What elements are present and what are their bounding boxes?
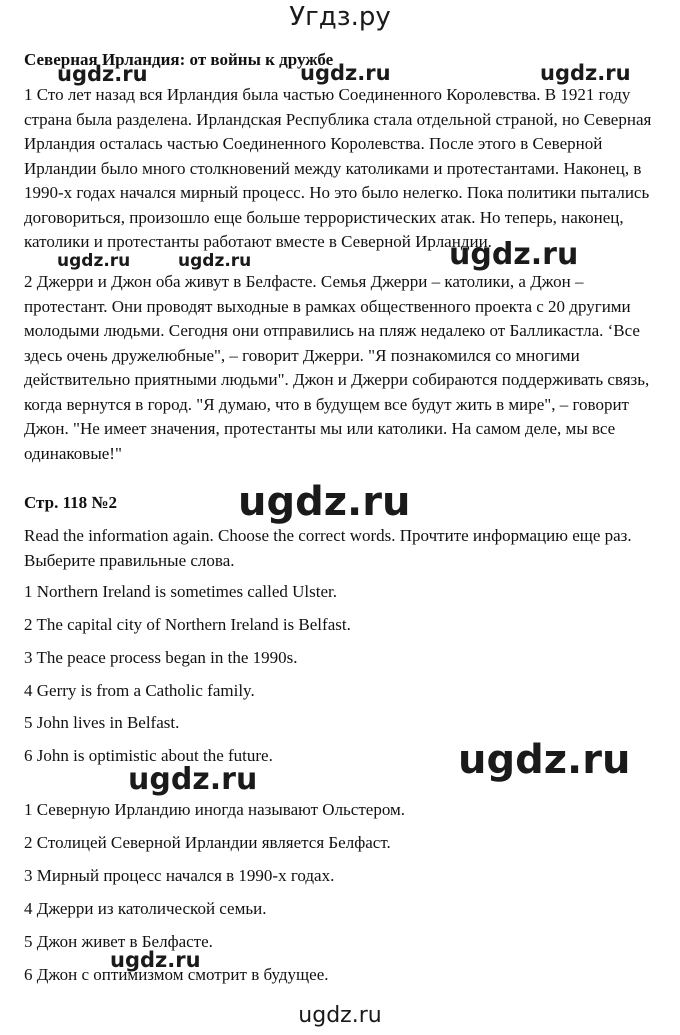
- answer-ru-6: 6 Джон с оптимизмом смотрит в будущее.: [24, 965, 329, 984]
- answer-ru-4: 4 Джерри из католической семьи.: [24, 899, 267, 918]
- watermark: ugdz.ru: [57, 62, 148, 86]
- answer-en-4: 4 Gerry is from a Catholic family.: [24, 681, 255, 700]
- watermark: ugdz.ru: [540, 61, 631, 85]
- answer-ru-3: 3 Мирный процесс начался в 1990-х годах.: [24, 866, 335, 885]
- watermark: ugdz.ru: [458, 737, 631, 783]
- reading-paragraph-1: 1 Сто лет назад вся Ирландия была частью Соединенного Королевства. В 1921 году страна была разделена. Ирландская Республика стала отдельной страной, но Северная Ирландия осталась частью Соединенного Королевства. После этого в Северной Ирландии было много столкновений между католиками и протестантами. Наконец, в 1990-х годах начался мирный процесс. Но это было нелегко. Пока политики пытались договориться, произошло еще больше террористических атак. Но теперь, наконец, католики и протестанты работают вместе в Северной Ирландии.: [24, 85, 652, 251]
- watermark: ugdz.ru: [178, 251, 252, 271]
- watermark: ugdz.ru: [128, 762, 258, 797]
- footer-watermark: ugdz.ru: [298, 1003, 382, 1028]
- answer-ru-5: 5 Джон живет в Белфасте.: [24, 932, 213, 951]
- answer-en-3: 3 The peace process began in the 1990s.: [24, 648, 298, 667]
- exercise-heading: Стр. 118 №2: [24, 493, 117, 512]
- exercise-instruction: Read the information again. Choose the correct words. Прочтите информацию еще раз. Выберите правильные слова.: [24, 526, 632, 570]
- answer-ru-2: 2 Столицей Северной Ирландии является Белфаст.: [24, 833, 391, 852]
- watermark: ugdz.ru: [449, 237, 579, 272]
- reading-title: Северная Ирландия: от войны к дружбе: [24, 50, 334, 69]
- answer-en-2: 2 The capital city of Northern Ireland is Belfast.: [24, 615, 351, 634]
- reading-paragraph-2: 2 Джерри и Джон оба живут в Белфасте. Семья Джерри – католики, а Джон – протестант. Они проводят выходные в рамках общественного проекта с 20 другими молодыми людьми. Сегодня они отправились на пляж недалеко от Балликастла. ‘Все здесь очень дружелюбные", – говорит Джерри. "Я познакомился со многими действительно приятными людьми". Джон и Джерри собираются поддерживать связь, когда вернутся в город. "Я думаю, что в будущем все будут жить в мире", – говорит Джон. "Не имеет значения, протестанты мы или католики. На самом деле, мы все одинаковые!": [24, 272, 650, 463]
- watermark: ugdz.ru: [300, 61, 391, 85]
- watermark: ugdz.ru: [238, 479, 411, 525]
- answer-en-1: 1 Northern Ireland is sometimes called Ulster.: [24, 582, 337, 601]
- answer-en-6: 6 John is optimistic about the future.: [24, 746, 273, 765]
- answer-en-5: 5 John lives in Belfast.: [24, 713, 180, 732]
- watermark: ugdz.ru: [57, 251, 131, 271]
- watermark: ugdz.ru: [110, 948, 201, 972]
- answer-ru-1: 1 Северную Ирландию иногда называют Ольстером.: [24, 800, 406, 819]
- header-watermark: Угдз.ру: [289, 2, 391, 32]
